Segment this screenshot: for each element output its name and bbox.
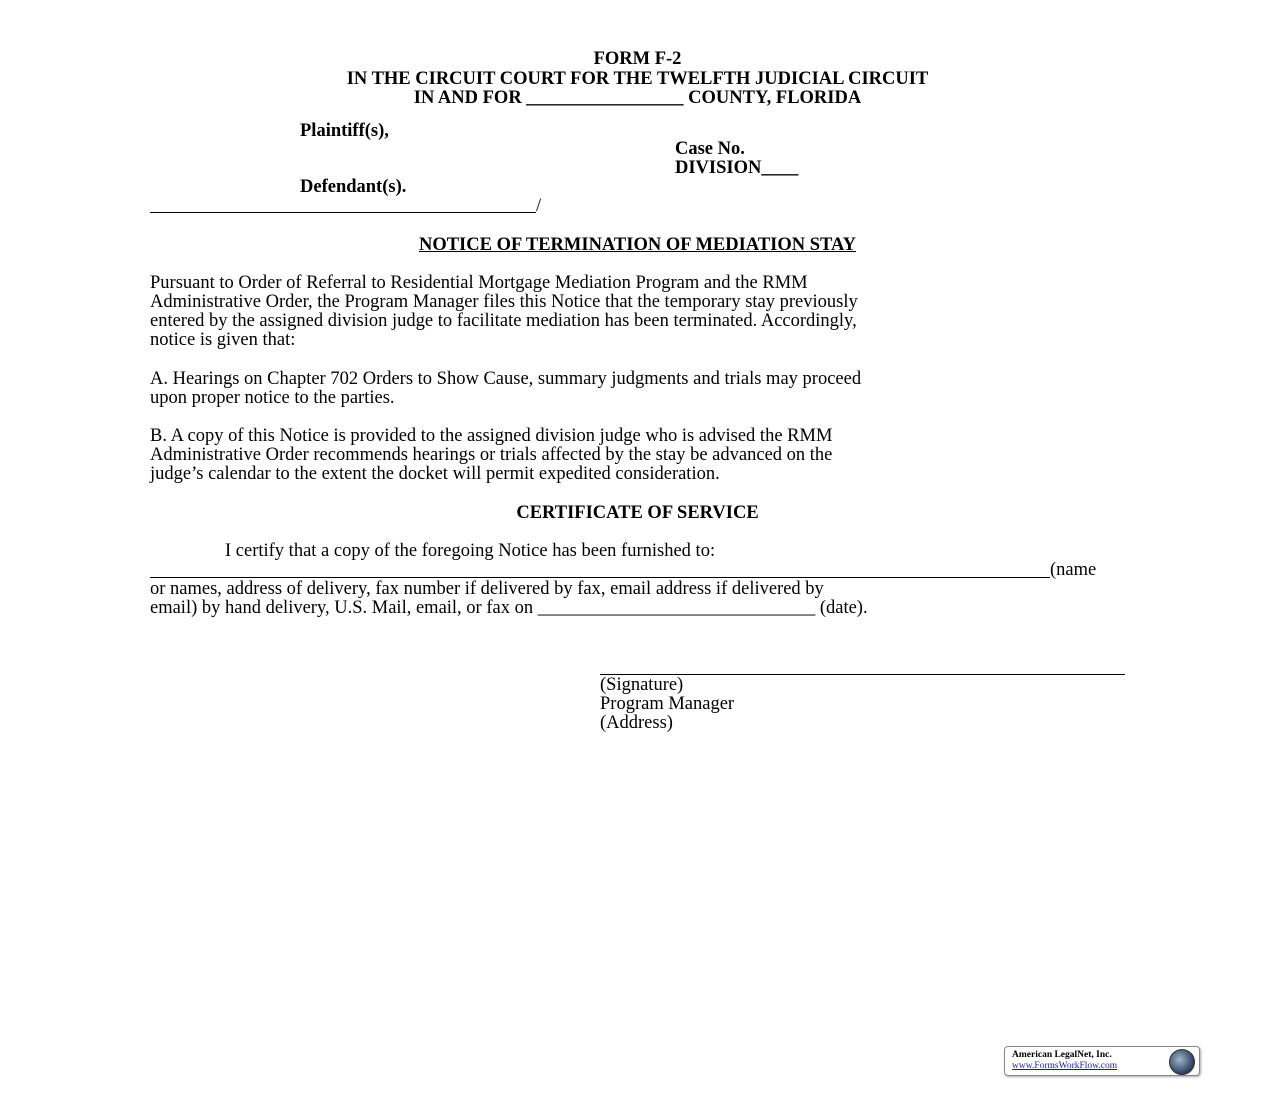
text-line: judge’s calendar to the extent the docket will permit expedited consideration.	[150, 464, 720, 484]
signature-label: (Signature)	[600, 675, 684, 695]
certificate-line: email) by hand delivery, U.S. Mail, email, or fax on ______________________________ (date).	[150, 598, 868, 618]
notice-title: NOTICE OF TERMINATION OF MEDIATION STAY	[418, 235, 857, 255]
text-line: Pursuant to Order of Referral to Residential Mortgage Mediation Program and the RMM	[150, 273, 808, 293]
caption-rule	[150, 212, 536, 213]
text-line: Administrative Order recommends hearings or trials affected by the stay be advanced on the	[150, 445, 833, 465]
globe-icon	[1169, 1049, 1195, 1075]
recipient-blank	[150, 577, 1050, 578]
certificate-line: (name	[1050, 560, 1097, 580]
division-label: DIVISION____	[675, 158, 799, 178]
text-line: notice is given that:	[150, 330, 296, 350]
text-line: entered by the assigned division judge to facilitate mediation has been terminated. Accordingly,	[150, 311, 857, 331]
address-label: (Address)	[600, 713, 673, 733]
certificate-line: or names, address of delivery, fax number if delivered by fax, email address if delivered by	[150, 579, 824, 599]
american-legalnet-logo	[1004, 1046, 1200, 1076]
logo-company: American LegalNet, Inc.	[1012, 1050, 1112, 1060]
plaintiff-label: Plaintiff(s),	[300, 121, 389, 141]
court-name: IN THE CIRCUIT COURT FOR THE TWELFTH JUDICIAL CIRCUIT	[346, 69, 929, 89]
text-line: B. A copy of this Notice is provided to the assigned division judge who is advised the RMM	[150, 426, 833, 446]
defendant-label: Defendant(s).	[300, 177, 407, 197]
case-no-label: Case No.	[675, 139, 745, 159]
certificate-line: I certify that a copy of the foregoing Notice has been furnished to:	[225, 541, 716, 561]
text-line: upon proper notice to the parties.	[150, 388, 395, 408]
form-id: FORM F-2	[593, 49, 682, 69]
logo-url-link[interactable]: www.FormsWorkFlow.com	[1012, 1061, 1118, 1071]
signer-role: Program Manager	[600, 694, 735, 714]
text-line: Administrative Order, the Program Manager files this Notice that the temporary stay previously	[150, 292, 858, 312]
caption-slash: /	[536, 196, 542, 216]
county-line: IN AND FOR _________________ COUNTY, FLORIDA	[413, 88, 862, 108]
text-line: A. Hearings on Chapter 702 Orders to Show Cause, summary judgments and trials may proceed	[150, 369, 862, 389]
certificate-title: CERTIFICATE OF SERVICE	[516, 503, 759, 523]
